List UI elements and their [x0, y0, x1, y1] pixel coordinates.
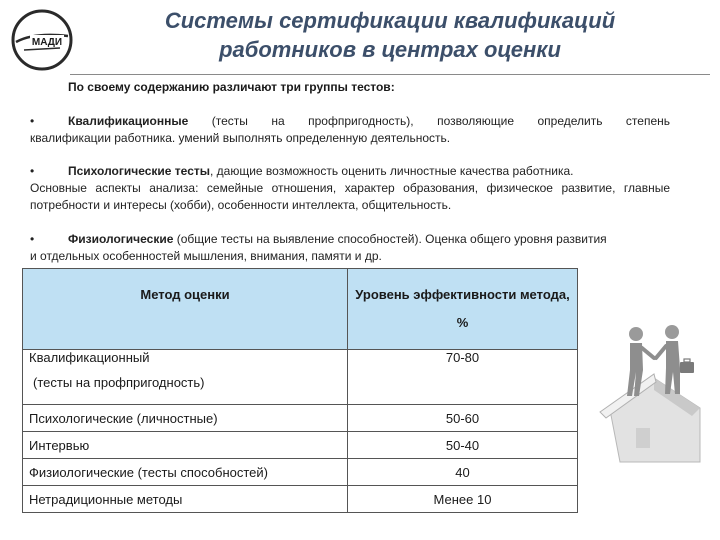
method-name: Квалификационный [29, 350, 150, 365]
bullet-term: Психологические тесты [68, 164, 210, 178]
header-method: Метод оценки [23, 269, 348, 350]
title-line-2: работников в центрах оценки [219, 37, 561, 62]
table-row [23, 459, 578, 486]
bullet-line: , дающие возможность оценить личностные качества работника. [210, 164, 574, 178]
method-value: 50-40 [348, 432, 578, 459]
madi-logo [10, 8, 74, 72]
table-row [23, 432, 578, 459]
bullet-dot: • [30, 114, 35, 128]
method-name: Психологические (личностные) [23, 405, 348, 432]
header-level: Уровень эффективности метода, % [348, 269, 578, 350]
table-row [23, 405, 578, 432]
logo-text: МАДИ [31, 37, 63, 48]
table-row [23, 350, 578, 405]
bullet-psychological [30, 163, 670, 214]
method-value: 70-80 [348, 350, 578, 405]
method-name: Интервью [23, 432, 348, 459]
method-name: Физиологические (тесты способностей) [23, 459, 348, 486]
bullet-rest: и отдельных особенностей мышления, внимания, памяти и др. [30, 249, 382, 263]
bullet-line: (общие тесты на выявление способностей). Оценка общего уровня развития [173, 232, 607, 246]
handshake-illustration [596, 312, 714, 472]
bullet-line: (тесты на профпригодность), позволяющие определить степень [188, 114, 670, 128]
method-value: Менее 10 [348, 486, 578, 513]
methods-table [22, 268, 578, 513]
bullet-rest: квалификации работника. умений выполнять определенную деятельность. [30, 131, 451, 145]
page-title [100, 6, 680, 64]
method-name: Нетрадиционные методы [23, 486, 348, 513]
bullet-term: Квалификационные [68, 114, 189, 128]
title-divider [70, 74, 710, 75]
method-value: 40 [348, 459, 578, 486]
title-line-1: Системы сертификации квалификаций [164, 8, 616, 33]
bullet-physiological [30, 231, 670, 265]
method-note: (тесты на профпригодность) [33, 375, 205, 390]
bullet-qualification [30, 113, 670, 147]
table-header-row [23, 269, 578, 350]
method-value: 50-60 [348, 405, 578, 432]
table-row [23, 486, 578, 513]
bullet-dot: • [30, 164, 35, 178]
intro-text: По своему содержанию различают три группы тестов: [68, 80, 395, 94]
bullet-rest: Основные аспекты анализа: семейные отношения, характер образования, физическое развитие, главные потребности и интересы (хобби), особенности интеллекта, общительность. [30, 181, 670, 212]
bullet-dot: • [30, 232, 35, 246]
bullet-term: Физиологические [68, 232, 174, 246]
